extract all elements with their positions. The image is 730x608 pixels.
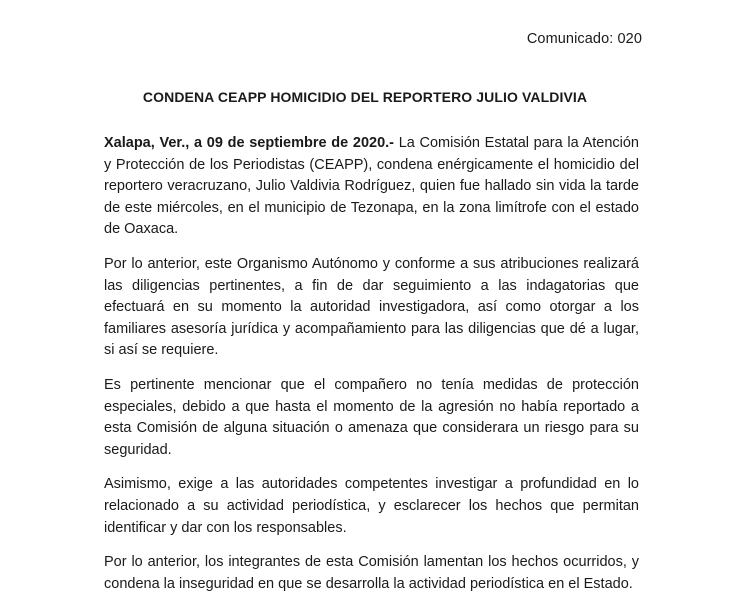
paragraph-2: Por lo anterior, este Organismo Autónomo y conforme a sus atribuciones realizará las diligencias pertinentes, a fin de dar seguimiento a las indagatorias que efectuará en su momento la autoridad investigadora, así como otorgar a los familiares asesoría jurídica y acompañamiento para las diligencias que dé a lugar, si así se requiere. bbox=[104, 255, 639, 359]
dateline: Xalapa, Ver., a 09 de septiembre de 2020.- bbox=[104, 135, 394, 151]
paragraph-1 bbox=[104, 133, 639, 241]
paragraph-5: Por lo anterior, los integrantes de esta Comisión lamentan los hechos ocurridos, y condena la inseguridad en que se desarrolla la actividad periodística en el Estado. bbox=[104, 554, 639, 592]
document-body bbox=[104, 133, 639, 608]
paragraph-4: Asimismo, exige a las autoridades competentes investigar a profundidad en lo relacionado a su actividad periodística, y esclarecer los hechos que permitan identificar y dar con los responsables. bbox=[104, 476, 639, 536]
comunicado-number: Comunicado: 020 bbox=[526, 31, 642, 47]
document-title: CONDENA CEAPP HOMICIDIO DEL REPORTERO JULIO VALDIVIA bbox=[142, 89, 588, 105]
paragraph-3: Es pertinente mencionar que el compañero no tenía medidas de protección especiales, debido a que hasta el momento de la agresión no había reportado a esta Comisión de alguna situación o amenaza que considerara un riesgo para su seguridad. bbox=[104, 376, 639, 458]
paragraph-1-text: La Comisión Estatal para la Atención y Protección de los Periodistas (CEAPP), condena enérgicamente el homicidio del reportero veracruzano, Julio Valdivia Rodríguez, quien fue hallado sin vida la tarde de este miércoles, en el municipio de Tezonapa, en la zona limítrofe con el estado de Oaxaca. bbox=[104, 135, 640, 238]
